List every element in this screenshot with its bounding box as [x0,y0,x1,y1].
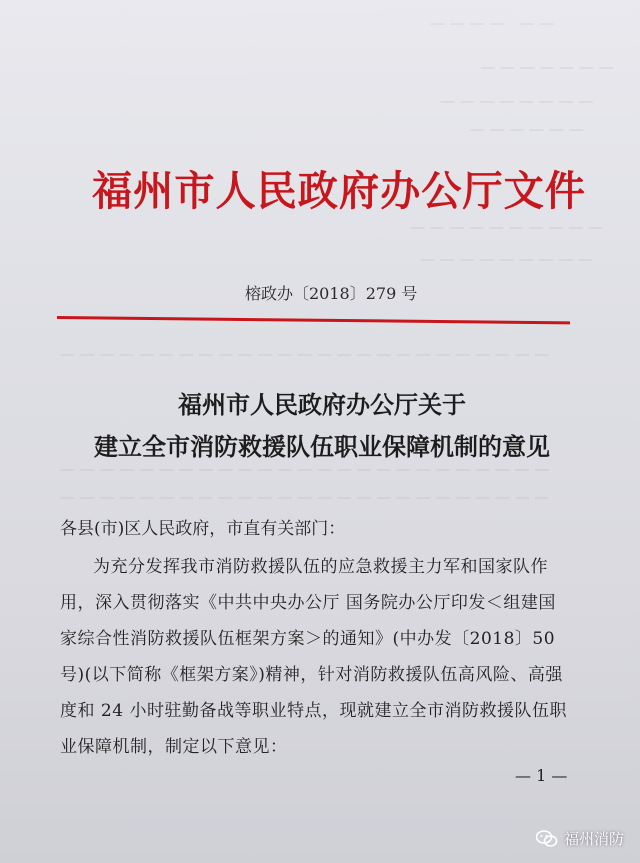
show-through-text: — — — — — — — — — — — — — — — — — — — — — — — — — [60,488,550,506]
body-line-3: 家综合性消防救援队伍框架方案＞的通知》(中办发〔2018〕50 [60,629,556,649]
show-through-text: — — — — — — [430,14,555,32]
document-number: 榕政办〔2018〕279 号 [245,284,418,303]
show-through-text: — — — — — — — — — — — — — — — — — — — — — — — — — [60,460,550,478]
body-line-4: 号)(以下简称《框架方案》)精神，针对消防救援队伍高风险、高强 [60,665,563,685]
document-title-line-2: 建立全市消防救援队伍职业保障机制的意见 [94,432,550,461]
show-through-text: — — — — — — — — — [420,250,594,268]
document-title-line-1: 福州市人民政府办公厅关于 [178,390,466,419]
body-line-1: 为充分发挥我市消防救援队伍的应急救援主力军和国家队作 [93,557,548,577]
body-line-6: 业保障机制，制定以下意见： [60,737,288,757]
body-line-2: 用，深入贯彻落实《中共中央办公厅 国务院办公厅印发＜组建国 [60,593,556,613]
page-number: — 1 — [515,766,568,785]
show-through-text: — — — — — — [470,120,584,138]
watermark-text: 福州消防 [563,830,624,848]
body-line-5: 度和 24 小时驻勤备战等职业特点，现就建立全市消防救援队伍职 [60,701,567,721]
wechat-icon [536,830,558,848]
red-divider-line [57,316,570,324]
watermark [536,828,624,849]
document-header: 福州市人民政府办公厅文件 [92,167,586,215]
salutation: 各县(市)区人民政府，市直有关部门： [60,519,346,539]
show-through-text: — — — — — — — — [440,92,594,110]
show-through-text: — — — — — — — [480,58,614,76]
show-through-text: — — — — — — — — — — — — — — — — — — — — — — — — — [60,345,550,363]
show-through-text: — — — — — — — — — — [410,218,603,236]
